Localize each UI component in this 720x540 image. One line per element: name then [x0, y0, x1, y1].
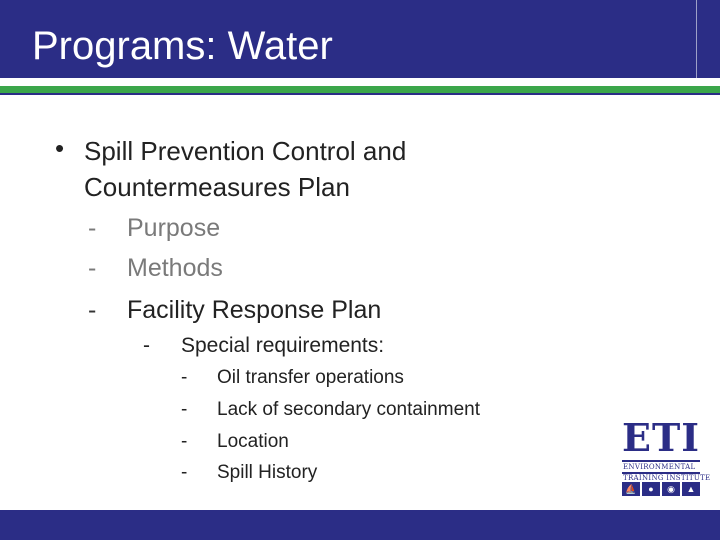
- dash-marker: -: [143, 334, 150, 357]
- bullet-spcc-plan: Spill Prevention Control and Countermeasures Plan: [84, 136, 407, 202]
- logo-mark: ETI: [621, 415, 701, 460]
- requirement-secondary-containment: Lack of secondary containment: [217, 399, 480, 420]
- logo-rule: [622, 460, 700, 462]
- bullet-marker: •: [55, 133, 65, 163]
- logo-icon-row: [622, 482, 700, 496]
- flame-icon: ▲: [682, 482, 700, 496]
- dash-marker: -: [181, 462, 188, 483]
- accent-rule: [0, 86, 720, 93]
- requirement-location: Location: [217, 431, 289, 452]
- drop-icon: ●: [642, 482, 660, 496]
- requirement-oil-transfer: Oil transfer operations: [217, 367, 404, 388]
- logo-line-1: ENVIRONMENTAL: [623, 463, 696, 471]
- sub-bullet-facility-response-plan: Facility Response Plan: [127, 296, 382, 324]
- dash-marker: -: [88, 214, 97, 242]
- title-bar: [0, 0, 720, 78]
- sub-bullet-special-requirements: Special requirements:: [181, 334, 385, 357]
- accent-underline: [0, 93, 720, 95]
- footer-bar: [0, 510, 720, 540]
- globe-icon: ◉: [662, 482, 680, 496]
- slide-title: Programs: Water: [32, 24, 333, 68]
- dash-marker: -: [181, 367, 188, 388]
- header-divider: [696, 0, 697, 78]
- requirement-spill-history: Spill History: [217, 462, 318, 483]
- logo-line-2: TRAINING INSTITUTE: [623, 474, 711, 482]
- boat-icon: ⛵: [622, 482, 640, 496]
- dash-marker: -: [88, 296, 97, 324]
- sub-bullet-purpose: Purpose: [127, 214, 221, 242]
- sub-bullet-methods: Methods: [127, 254, 223, 282]
- dash-marker: -: [181, 399, 188, 420]
- dash-marker: -: [88, 254, 97, 282]
- dash-marker: -: [181, 431, 188, 452]
- eti-logo: [620, 415, 711, 498]
